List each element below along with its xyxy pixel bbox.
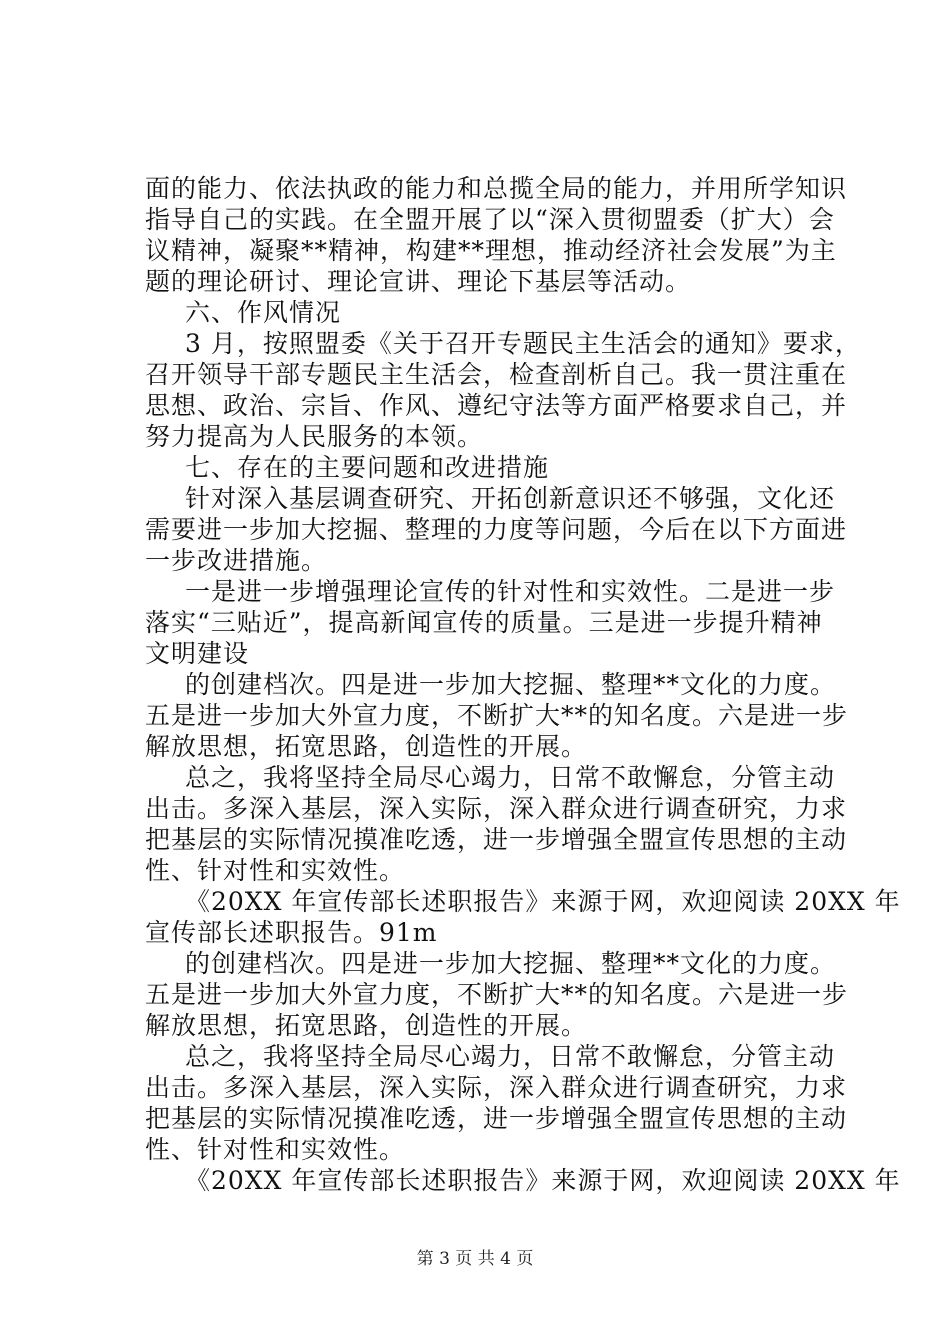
text-line: 五是进一步加大外宣力度，不断扩大**的知名度。六是进一步 — [145, 980, 849, 1009]
text-line: 把基层的实际情况摸准吃透，进一步增强全盟宣传思想的主动 — [145, 1104, 848, 1133]
text-line: 宣传部长述职报告。91m — [145, 918, 438, 947]
page-number-footer: 第 3 页 共 4 页 — [416, 1249, 534, 1269]
text-line: 的创建档次。四是进一步加大挖掘、整理**文化的力度。 — [185, 949, 837, 978]
text-line: 解放思想，拓宽思路，创造性的开展。 — [145, 1011, 588, 1040]
text-line: 思想、政治、宗旨、作风、遵纪守法等方面严格要求自己，并 — [145, 391, 848, 420]
text-line: 指导自己的实践。在全盟开展了以“深入贯彻盟委（扩大）会 — [145, 205, 835, 234]
text-line: 总之，我将坚持全局尽心竭力，日常不敢懈怠，分管主动 — [185, 1042, 836, 1071]
text-line: 总之，我将坚持全局尽心竭力，日常不敢懈怠，分管主动 — [185, 763, 836, 792]
text-line: 《20XX 年宣传部长述职报告》来源于网，欢迎阅读 20XX 年 — [185, 887, 901, 916]
text-line: 解放思想，拓宽思路，创造性的开展。 — [145, 732, 588, 761]
section-heading: 六、作风情况 — [185, 298, 342, 327]
text-line: 面的能力、依法执政的能力和总揽全局的能力，并用所学知识 — [145, 174, 848, 203]
text-line: 性、针对性和实效性。 — [145, 1135, 406, 1164]
text-line: 议精神，凝聚**精神，构建**理想，推动经济社会发展”为主 — [145, 236, 837, 265]
text-line: 召开领导干部专题民主生活会，检查剖析自己。我一贯注重在 — [145, 360, 848, 389]
text-line: 出击。多深入基层，深入实际，深入群众进行调查研究，力求 — [145, 1073, 848, 1102]
text-line: 五是进一步加大外宣力度，不断扩大**的知名度。六是进一步 — [145, 701, 849, 730]
text-line: 题的理论研讨、理论宣讲、理论下基层等活动。 — [145, 267, 692, 296]
text-line: 把基层的实际情况摸准吃透，进一步增强全盟宣传思想的主动 — [145, 825, 848, 854]
text-line: 落实“三贴近”，提高新闻宣传的质量。三是进一步提升精神 — [145, 608, 823, 637]
text-line: 性、针对性和实效性。 — [145, 856, 406, 885]
text-line: 出击。多深入基层，深入实际，深入群众进行调查研究，力求 — [145, 794, 848, 823]
text-line: 的创建档次。四是进一步加大挖掘、整理**文化的力度。 — [185, 670, 837, 699]
text-line: 《20XX 年宣传部长述职报告》来源于网，欢迎阅读 20XX 年 — [185, 1166, 901, 1195]
text-line: 努力提高为人民服务的本领。 — [145, 422, 484, 451]
text-line: 一步改进措施。 — [145, 546, 328, 575]
text-line: 文明建设 — [145, 639, 250, 668]
text-line: 一是进一步增强理论宣传的针对性和实效性。二是进一步 — [185, 577, 836, 606]
text-line: 针对深入基层调查研究、开拓创新意识还不够强，文化还 — [185, 484, 836, 513]
section-heading: 七、存在的主要问题和改进措施 — [185, 453, 550, 482]
text-line: 需要进一步加大挖掘、整理的力度等问题，今后在以下方面进 — [145, 515, 848, 544]
text-line: 3 月，按照盟委《关于召开专题民主生活会的通知》要求， — [185, 329, 861, 358]
